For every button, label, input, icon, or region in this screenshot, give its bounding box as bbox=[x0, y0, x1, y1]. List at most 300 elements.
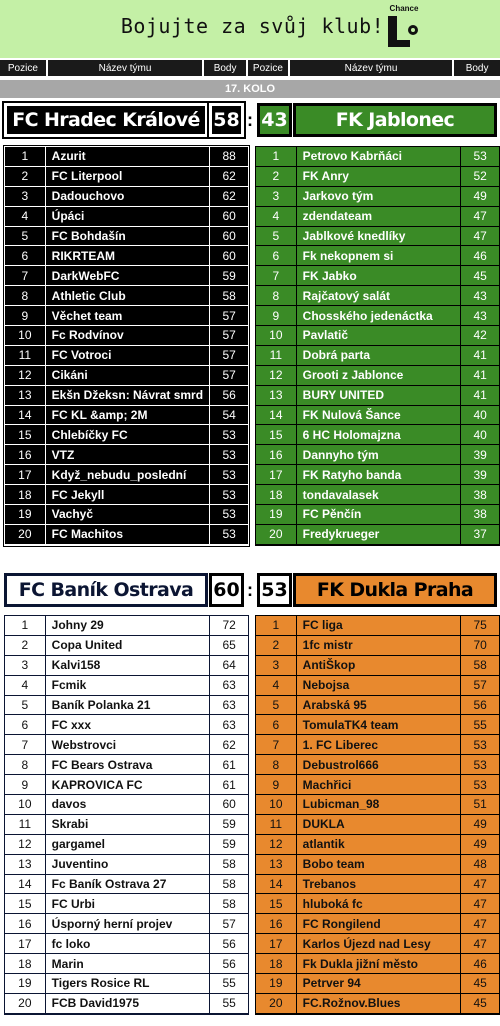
row-position: 13 bbox=[18, 857, 32, 872]
table-row bbox=[5, 636, 248, 656]
row-points: 57 bbox=[209, 306, 248, 325]
row-team-name: Skrabi bbox=[45, 815, 210, 834]
row-position: 6 bbox=[272, 248, 280, 263]
row-points: 56 bbox=[209, 386, 248, 405]
row-position: 8 bbox=[21, 288, 29, 303]
table-row bbox=[5, 306, 248, 326]
row-points: 39 bbox=[460, 465, 499, 484]
row-team-name: Věchet team bbox=[45, 306, 210, 325]
match-2 bbox=[0, 573, 500, 607]
table-row bbox=[256, 346, 499, 366]
row-position: 16 bbox=[269, 916, 283, 931]
row-team-name: Webstrovci bbox=[45, 735, 210, 754]
row-team-name: FC Literpool bbox=[45, 167, 210, 186]
row-team-name: Azurit bbox=[45, 147, 210, 166]
row-points: 54 bbox=[209, 406, 248, 425]
table-row bbox=[5, 386, 248, 406]
row-points: 41 bbox=[460, 346, 499, 365]
row-points: 46 bbox=[460, 246, 499, 265]
row-team-name: zdendateam bbox=[296, 207, 461, 226]
table-row bbox=[256, 994, 499, 1014]
row-position: 15 bbox=[269, 427, 283, 442]
row-position: 3 bbox=[272, 658, 280, 673]
row-position: 5 bbox=[21, 698, 29, 712]
row-position: 1 bbox=[272, 618, 280, 633]
row-team-name: Dadouchovo bbox=[45, 187, 210, 206]
row-team-name: Karlos Újezd nad Lesy bbox=[296, 934, 461, 953]
row-points: 53 bbox=[209, 465, 248, 484]
row-team-name: Kalvi158 bbox=[45, 656, 210, 675]
table-row bbox=[5, 465, 248, 485]
row-team-name: FK Jabko bbox=[296, 266, 461, 285]
row-position: 20 bbox=[18, 527, 32, 542]
row-team-name: Nebojsa bbox=[296, 676, 461, 695]
row-team-name: Arabská 95 bbox=[296, 696, 461, 715]
row-team-name: Debustrol666 bbox=[296, 755, 461, 774]
home-team-name: FC Baník Ostrava bbox=[4, 573, 208, 607]
row-points: 45 bbox=[460, 974, 499, 993]
away-team-name: FK Jablonec bbox=[293, 103, 497, 137]
table-row bbox=[256, 227, 499, 247]
row-team-name: Machřici bbox=[296, 775, 461, 794]
row-points: 53 bbox=[209, 505, 248, 524]
row-team-name: FC.Rožnov.Blues bbox=[296, 994, 461, 1013]
table-row bbox=[5, 187, 248, 207]
row-points: 47 bbox=[460, 207, 499, 226]
table-row bbox=[5, 167, 248, 187]
row-position: 1 bbox=[21, 149, 29, 164]
row-points: 49 bbox=[460, 835, 499, 854]
row-position: 15 bbox=[18, 427, 32, 442]
row-team-name: Rajčatový salát bbox=[296, 286, 461, 305]
table-row bbox=[256, 914, 499, 934]
row-team-name: FC Jekyll bbox=[45, 485, 210, 504]
row-points: 58 bbox=[209, 286, 248, 305]
row-team-name: Fk nekopnem si bbox=[296, 246, 461, 265]
row-points: 55 bbox=[209, 974, 248, 993]
table-row bbox=[5, 815, 248, 835]
row-position: 13 bbox=[269, 857, 283, 872]
header-pos-2: Pozice bbox=[248, 60, 288, 76]
row-points: 43 bbox=[460, 286, 499, 305]
banner-title: Bojujte za svůj klub! bbox=[120, 14, 385, 38]
row-position: 4 bbox=[272, 209, 280, 224]
row-team-name: FC liga bbox=[296, 616, 461, 635]
row-points: 53 bbox=[460, 735, 499, 754]
row-position: 16 bbox=[269, 447, 283, 462]
row-points: 56 bbox=[460, 696, 499, 715]
table-row bbox=[5, 954, 248, 974]
table-row bbox=[256, 187, 499, 207]
table-row bbox=[256, 406, 499, 426]
row-points: 60 bbox=[209, 207, 248, 226]
row-points: 56 bbox=[209, 934, 248, 953]
row-points: 75 bbox=[460, 616, 499, 635]
row-team-name: Marin bbox=[45, 954, 210, 973]
row-team-name: Fc Rodvínov bbox=[45, 326, 210, 345]
table-row bbox=[5, 227, 248, 247]
row-team-name: Cikáni bbox=[45, 366, 210, 385]
table-row bbox=[256, 775, 499, 795]
row-points: 41 bbox=[460, 366, 499, 385]
table-row bbox=[5, 147, 248, 167]
row-points: 55 bbox=[460, 715, 499, 734]
table-row bbox=[256, 286, 499, 306]
row-points: 45 bbox=[460, 994, 499, 1013]
row-position: 18 bbox=[269, 487, 283, 502]
row-position: 13 bbox=[18, 388, 32, 403]
row-points: 59 bbox=[209, 815, 248, 834]
table-row bbox=[256, 855, 499, 875]
table-row bbox=[5, 994, 248, 1014]
row-position: 11 bbox=[269, 817, 283, 832]
row-position: 7 bbox=[21, 737, 29, 752]
row-team-name: Když_nebudu_poslední bbox=[45, 465, 210, 484]
row-position: 11 bbox=[18, 348, 32, 363]
row-team-name: AntiŠkop bbox=[296, 656, 461, 675]
header-pts-2: Body bbox=[454, 60, 500, 76]
row-position: 18 bbox=[18, 956, 32, 971]
table-row bbox=[5, 485, 248, 505]
row-team-name: BURY UNITED bbox=[296, 386, 461, 405]
row-position: 4 bbox=[21, 209, 29, 224]
row-position: 14 bbox=[18, 877, 32, 892]
row-points: 40 bbox=[460, 425, 499, 444]
table-row bbox=[256, 835, 499, 855]
row-points: 47 bbox=[460, 934, 499, 953]
row-points: 60 bbox=[209, 227, 248, 246]
row-position: 1 bbox=[21, 618, 29, 633]
row-position: 2 bbox=[272, 169, 280, 184]
row-team-name: Fk Dukla jižní město bbox=[296, 954, 461, 973]
header-name: Název týmu bbox=[48, 60, 202, 76]
row-team-name: Bobo team bbox=[296, 855, 461, 874]
row-team-name: Chosského jedenáctka bbox=[296, 306, 461, 325]
row-position: 8 bbox=[272, 757, 280, 772]
row-team-name: 1. FC Liberec bbox=[296, 735, 461, 754]
table-row bbox=[256, 755, 499, 775]
away-team-name: FK Dukla Praha bbox=[293, 573, 497, 607]
row-points: 57 bbox=[209, 346, 248, 365]
row-position: 1 bbox=[272, 149, 280, 164]
row-team-name: Chlebíčky FC bbox=[45, 425, 210, 444]
table-row bbox=[5, 425, 248, 445]
row-team-name: Trebanos bbox=[296, 875, 461, 894]
table-row bbox=[5, 445, 248, 465]
row-position: 8 bbox=[272, 288, 280, 303]
header-pos: Pozice bbox=[0, 60, 46, 76]
row-points: 62 bbox=[209, 187, 248, 206]
row-points: 61 bbox=[209, 775, 248, 794]
table-row bbox=[5, 894, 248, 914]
table-row bbox=[256, 386, 499, 406]
row-team-name: Úsporný herní projev bbox=[45, 914, 210, 933]
row-position: 11 bbox=[269, 348, 283, 363]
row-points: 38 bbox=[460, 485, 499, 504]
row-position: 2 bbox=[21, 638, 29, 653]
header-name-2: Název týmu bbox=[290, 60, 452, 76]
row-team-name: Athletic Club bbox=[45, 286, 210, 305]
table-row bbox=[256, 147, 499, 167]
row-team-name: 6 HC Holomajzna bbox=[296, 425, 461, 444]
table-row bbox=[256, 525, 499, 545]
row-position: 12 bbox=[269, 368, 283, 383]
table-row bbox=[256, 485, 499, 505]
row-team-name: FC KL &amp; 2M bbox=[45, 406, 210, 425]
row-points: 63 bbox=[209, 696, 248, 715]
row-points: 47 bbox=[460, 894, 499, 913]
table-row bbox=[5, 875, 248, 895]
row-team-name: FC Bears Ostrava bbox=[45, 755, 210, 774]
row-points: 46 bbox=[460, 954, 499, 973]
row-points: 53 bbox=[209, 485, 248, 504]
table-row bbox=[5, 525, 248, 545]
row-points: 49 bbox=[460, 187, 499, 206]
table-row bbox=[256, 656, 499, 676]
row-position: 18 bbox=[269, 956, 283, 971]
row-team-name: FCB David1975 bbox=[45, 994, 210, 1013]
row-team-name: Jablkové knedlíky bbox=[296, 227, 461, 246]
row-position: 2 bbox=[272, 638, 280, 653]
row-position: 12 bbox=[18, 837, 32, 852]
row-points: 55 bbox=[209, 994, 248, 1013]
row-team-name: tondavalasek bbox=[296, 485, 461, 504]
home-team-name: FC Hradec Králové bbox=[4, 103, 208, 137]
row-position: 5 bbox=[272, 698, 280, 712]
away-score: 53 bbox=[257, 573, 292, 607]
row-points: 41 bbox=[460, 386, 499, 405]
row-position: 19 bbox=[269, 507, 283, 522]
row-position: 15 bbox=[269, 896, 283, 911]
away-table-1 bbox=[255, 146, 500, 546]
row-team-name: Pavlatič bbox=[296, 326, 461, 345]
row-team-name: Lubicman_98 bbox=[296, 795, 461, 814]
table-row bbox=[256, 207, 499, 227]
table-row bbox=[256, 167, 499, 187]
row-position: 5 bbox=[272, 229, 280, 243]
match-1 bbox=[0, 103, 500, 137]
row-team-name: FK Ratyho banda bbox=[296, 465, 461, 484]
table-row bbox=[256, 445, 499, 465]
row-position: 7 bbox=[272, 737, 280, 752]
row-team-name: FC xxx bbox=[45, 715, 210, 734]
table-row bbox=[5, 835, 248, 855]
row-team-name: Petrovo Kabrňáci bbox=[296, 147, 461, 166]
row-position: 20 bbox=[269, 527, 283, 542]
row-team-name: FC Machitos bbox=[45, 525, 210, 544]
row-team-name: Jarkovo tým bbox=[296, 187, 461, 206]
home-table-1 bbox=[4, 146, 249, 546]
row-position: 4 bbox=[21, 678, 29, 693]
row-points: 58 bbox=[209, 855, 248, 874]
row-points: 65 bbox=[209, 636, 248, 655]
home-table-2 bbox=[4, 615, 249, 1015]
row-points: 61 bbox=[209, 755, 248, 774]
row-points: 62 bbox=[209, 735, 248, 754]
promo-banner bbox=[0, 0, 500, 58]
away-table-2 bbox=[255, 615, 500, 1015]
table-row bbox=[5, 775, 248, 795]
row-position: 15 bbox=[18, 896, 32, 911]
row-team-name: FC Bohdašín bbox=[45, 227, 210, 246]
table-row bbox=[256, 795, 499, 815]
row-team-name: Vachyč bbox=[45, 505, 210, 524]
row-position: 3 bbox=[21, 189, 29, 204]
row-position: 16 bbox=[18, 916, 32, 931]
row-points: 72 bbox=[209, 616, 248, 635]
table-row bbox=[5, 735, 248, 755]
row-position: 7 bbox=[272, 268, 280, 283]
row-points: 58 bbox=[209, 875, 248, 894]
row-team-name: DarkWebFC bbox=[45, 266, 210, 285]
row-position: 3 bbox=[272, 189, 280, 204]
table-row bbox=[5, 326, 248, 346]
table-row bbox=[5, 914, 248, 934]
score-separator: : bbox=[247, 579, 253, 600]
row-team-name: gargamel bbox=[45, 835, 210, 854]
row-team-name: Johny 29 bbox=[45, 616, 210, 635]
row-position: 5 bbox=[21, 229, 29, 243]
table-row bbox=[5, 974, 248, 994]
row-points: 43 bbox=[460, 306, 499, 325]
row-team-name: Grooti z Jablonce bbox=[296, 366, 461, 385]
row-position: 18 bbox=[18, 487, 32, 502]
row-points: 37 bbox=[460, 525, 499, 544]
row-position: 13 bbox=[269, 388, 283, 403]
row-points: 40 bbox=[460, 406, 499, 425]
table-row bbox=[5, 616, 248, 636]
table-row bbox=[5, 505, 248, 525]
header-pts: Body bbox=[204, 60, 246, 76]
row-position: 20 bbox=[269, 996, 283, 1011]
chance-logo bbox=[384, 4, 424, 54]
row-position: 17 bbox=[18, 467, 32, 482]
row-team-name: Fcmik bbox=[45, 676, 210, 695]
row-position: 20 bbox=[18, 996, 32, 1011]
row-points: 53 bbox=[209, 445, 248, 464]
table-row bbox=[256, 815, 499, 835]
row-points: 58 bbox=[460, 656, 499, 675]
table-row bbox=[5, 676, 248, 696]
table-row bbox=[256, 425, 499, 445]
row-position: 17 bbox=[18, 936, 32, 951]
row-points: 58 bbox=[209, 894, 248, 913]
logo-wordmark: Chance bbox=[389, 4, 419, 13]
row-team-name: Ekšn Džeksn: Návrat smrd bbox=[45, 386, 210, 405]
row-team-name: atlantik bbox=[296, 835, 461, 854]
row-points: 53 bbox=[460, 775, 499, 794]
row-team-name: Fredykrueger bbox=[296, 525, 461, 544]
row-points: 63 bbox=[209, 676, 248, 695]
row-position: 14 bbox=[269, 877, 283, 892]
table-row bbox=[256, 366, 499, 386]
row-points: 59 bbox=[209, 266, 248, 285]
row-position: 19 bbox=[269, 976, 283, 991]
home-score: 58 bbox=[209, 103, 244, 137]
table-row bbox=[256, 326, 499, 346]
row-points: 53 bbox=[209, 425, 248, 444]
table-row bbox=[5, 934, 248, 954]
row-position: 7 bbox=[21, 268, 29, 283]
row-team-name: KAPROVICA FC bbox=[45, 775, 210, 794]
row-points: 51 bbox=[460, 795, 499, 814]
table-row bbox=[256, 676, 499, 696]
row-position: 10 bbox=[18, 797, 32, 812]
table-row bbox=[256, 246, 499, 266]
row-position: 2 bbox=[21, 169, 29, 184]
row-points: 60 bbox=[209, 795, 248, 814]
table-row bbox=[5, 656, 248, 676]
table-row bbox=[256, 306, 499, 326]
row-team-name: RIKRTEAM bbox=[45, 246, 210, 265]
table-row bbox=[256, 266, 499, 286]
table-row bbox=[256, 894, 499, 914]
row-points: 38 bbox=[460, 505, 499, 524]
table-row bbox=[256, 934, 499, 954]
row-position: 16 bbox=[18, 447, 32, 462]
row-points: 64 bbox=[209, 656, 248, 675]
row-team-name: Petrver 94 bbox=[296, 974, 461, 993]
row-points: 63 bbox=[209, 715, 248, 734]
row-points: 47 bbox=[460, 914, 499, 933]
row-team-name: FC Rongilend bbox=[296, 914, 461, 933]
row-position: 10 bbox=[18, 328, 32, 343]
row-position: 11 bbox=[18, 817, 32, 832]
row-position: 4 bbox=[272, 678, 280, 693]
row-team-name: Dannyho tým bbox=[296, 445, 461, 464]
table-row bbox=[5, 696, 248, 716]
row-position: 8 bbox=[21, 757, 29, 772]
row-team-name: Baník Polanka 21 bbox=[45, 696, 210, 715]
table-row bbox=[256, 954, 499, 974]
table-row bbox=[5, 855, 248, 875]
table-row bbox=[256, 465, 499, 485]
round-label: 17. KOLO bbox=[0, 80, 500, 98]
table-row bbox=[5, 406, 248, 426]
row-points: 62 bbox=[209, 167, 248, 186]
row-team-name: FC Urbi bbox=[45, 894, 210, 913]
row-position: 19 bbox=[18, 976, 32, 991]
row-points: 53 bbox=[460, 755, 499, 774]
row-team-name: FC Votroci bbox=[45, 346, 210, 365]
row-points: 60 bbox=[209, 246, 248, 265]
row-points: 48 bbox=[460, 855, 499, 874]
row-position: 12 bbox=[18, 368, 32, 383]
row-team-name: DUKLA bbox=[296, 815, 461, 834]
row-team-name: Úpáci bbox=[45, 207, 210, 226]
table-row bbox=[256, 735, 499, 755]
row-position: 12 bbox=[269, 837, 283, 852]
column-header-row bbox=[0, 60, 500, 76]
table-row bbox=[256, 616, 499, 636]
row-position: 14 bbox=[18, 408, 32, 423]
row-position: 9 bbox=[21, 777, 29, 792]
row-points: 53 bbox=[209, 525, 248, 544]
table-row bbox=[256, 636, 499, 656]
row-points: 70 bbox=[460, 636, 499, 655]
table-row bbox=[256, 505, 499, 525]
table-row bbox=[5, 715, 248, 735]
row-points: 47 bbox=[460, 875, 499, 894]
table-row bbox=[256, 696, 499, 716]
home-score: 60 bbox=[209, 573, 244, 607]
row-points: 52 bbox=[460, 167, 499, 186]
row-points: 39 bbox=[460, 445, 499, 464]
row-team-name: davos bbox=[45, 795, 210, 814]
row-team-name: Juventino bbox=[45, 855, 210, 874]
row-team-name: hluboká fc bbox=[296, 894, 461, 913]
table-row bbox=[5, 755, 248, 775]
